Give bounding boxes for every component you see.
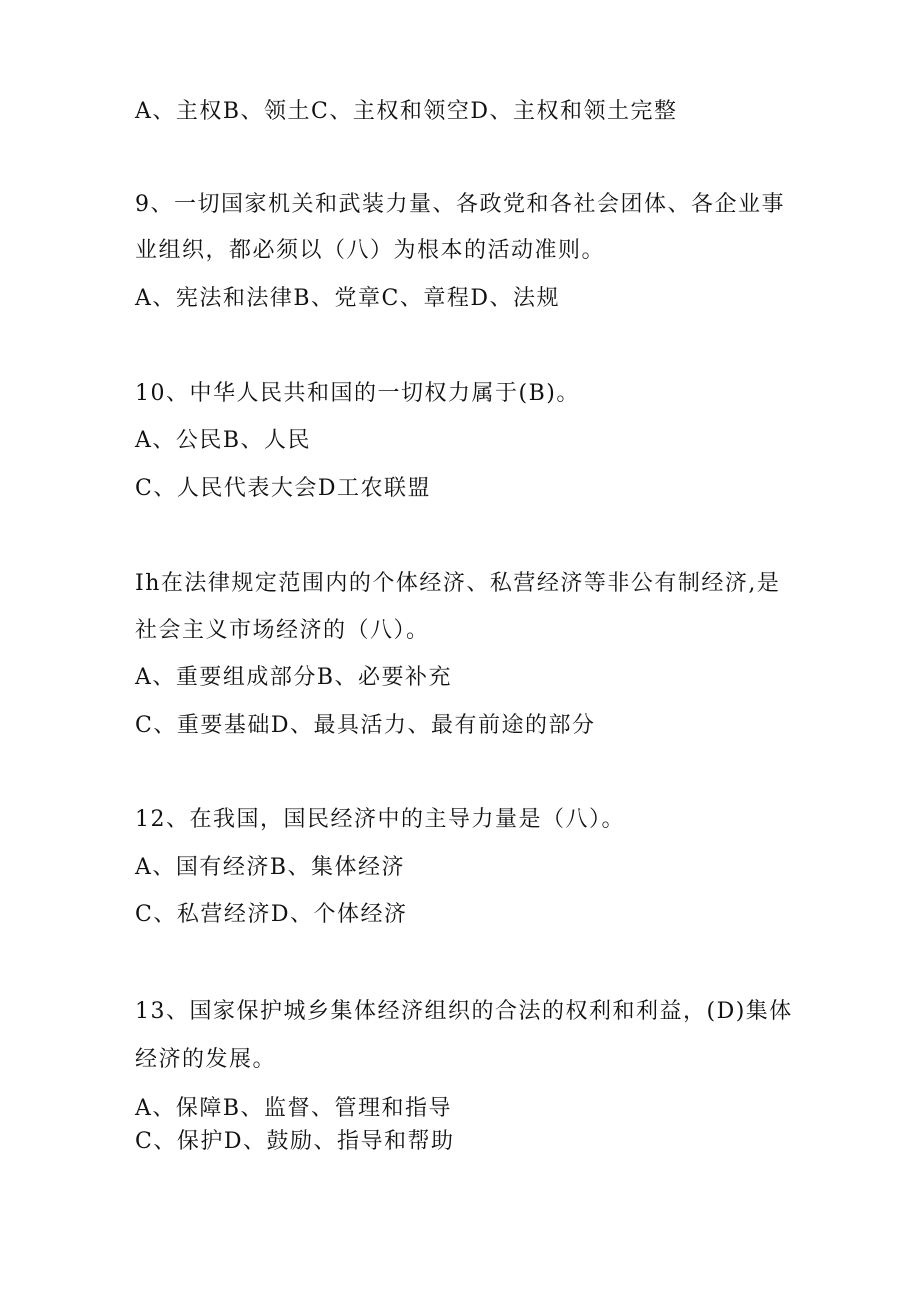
q10-options-2: C、人民代表大会D工农联盟 <box>135 476 431 501</box>
q11-line-2: 社会主义市场经济的（八）。 <box>135 618 430 643</box>
q10-options-1: A、公民B、人民 <box>135 428 312 453</box>
q9-line-2: 业组织，都必须以（八）为根本的活动准则。 <box>135 238 606 263</box>
q13-options-1: A、保障B、监督、管理和指导 <box>135 1096 453 1121</box>
q9-options: A、宪法和法律B、党章C、章程D、法规 <box>135 286 561 311</box>
q13-options-2: C、保护D、鼓励、指导和帮助 <box>135 1129 455 1154</box>
q13-line-2: 经济的发展。 <box>135 1047 277 1072</box>
q12-options-2: C、私营经济D、个体经济 <box>135 902 408 927</box>
q11-line-1: Ih在法律规定范围内的个体经济、私营经济等非公有制经济,是 <box>135 571 781 596</box>
q13-line-1: 13、国家保护城乡集体经济组织的合法的权利和利益，(D)集体 <box>135 999 793 1024</box>
q9-line-1: 9、一切国家机关和武装力量、各政党和各社会团体、各企业事 <box>135 192 785 217</box>
q11-options-2: C、重要基础D、最具活力、最有前途的部分 <box>135 713 596 738</box>
q12-question: 12、在我国，国民经济中的主导力量是（八）。 <box>135 807 625 832</box>
q12-options-1: A、国有经济B、集体经济 <box>135 855 406 880</box>
q8-options: A、主权B、领土C、主权和领空D、主权和领土完整 <box>135 99 678 124</box>
q10-question: 10、中华人民共和国的一切权力属于(B)。 <box>135 381 580 406</box>
q11-options-1: A、重要组成部分B、必要补充 <box>135 665 453 690</box>
